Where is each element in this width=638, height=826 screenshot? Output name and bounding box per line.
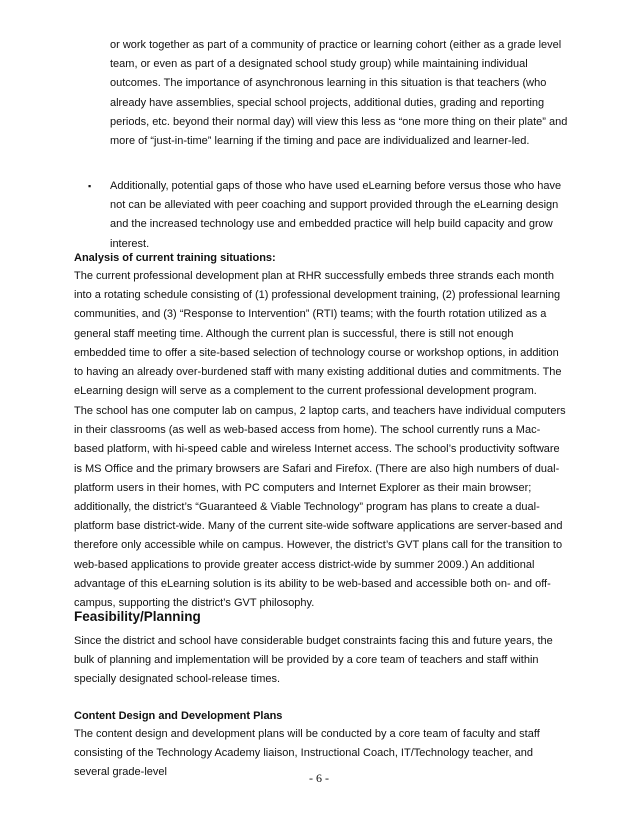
content-design-heading: Content Design and Development Plans <box>74 710 283 722</box>
bullet-text: Additionally, potential gaps of those who have used eLearning before versus those who have not can be alleviated with peer coaching and support provided through the eLearning design and the increased technology use and embedded practice will help build capacity and grow interest. <box>110 180 562 250</box>
square-bullet-icon: ▪ <box>88 181 92 191</box>
analysis-paragraph-1: The current professional development plan at RHR successfully embeds three strands each month into a rotating schedule consisting of (1) professional development training, (2) professional learning communities, and (3) “Response to Intervention” (RTI) teams; with the fourth rotation utilized as a general staff meeting time. Although the current plan is successful, there is still not enough embedded time to offer a site-based selection of technology course or workshop options, in addition to having an already over-burdened staff with many existing additional duties and commitments. The eLearning design will serve as a complement to the current professional development program. <box>74 270 562 398</box>
feasibility-heading: Feasibility/Planning <box>74 609 201 624</box>
content-design-paragraph: The content design and development plans will be conducted by a core team of faculty and staff consisting of the Technology Academy liaison, Instructional Coach, IT/Technology teacher, and several grade-level <box>74 728 540 779</box>
continued-paragraph: or work together as part of a community of practice or learning cohort (either as a grade level team, or even as part of a designated school study group) while maintaining individual outcomes. The importance of asynchronous learning in this situation is that teachers (who already have assemblies, special school projects, additional duties, grading and reporting periods, etc. beyond their normal day) will view this less as “one more thing on their plate” and more of “just-in-time” learning if the timing and pace are individualized and learner-led. <box>110 39 568 148</box>
feasibility-paragraph: Since the district and school have considerable budget constraints facing this and future years, the bulk of planning and implementation will be provided by a core team of teachers and staff within specially designated school-release times. <box>74 635 553 686</box>
bullet-list-item <box>88 177 568 254</box>
analysis-paragraph-2: The school has one computer lab on campus, 2 laptop carts, and teachers have individual computers in their classrooms (as well as web-based access from home). The school currently runs a Mac-based platform, with hi-speed cable and wireless Internet access. The school’s productivity software is MS Office and the primary browsers are Safari and Firefox. (There are also high numbers of dual-platform users in their homes, with PC computers and Internet Explorer as their main browser; additionally, the district’s “Guaranteed & Viable Technology” program has plans to create a dual-platform base district-wide. Many of the current site-wide software applications are server-based and therefore only accessible while on campus. However, the district’s GVT plans call for the transition to web-based applications to provide greater access district-wide by summer 2009.) An additional advantage of this eLearning solution is its ability to be web-based and accessible both on- and off-campus, supporting the district’s GVT philosophy. <box>74 405 566 610</box>
page-number: - 6 - <box>309 771 329 785</box>
analysis-heading: Analysis of current training situations: <box>74 252 276 264</box>
